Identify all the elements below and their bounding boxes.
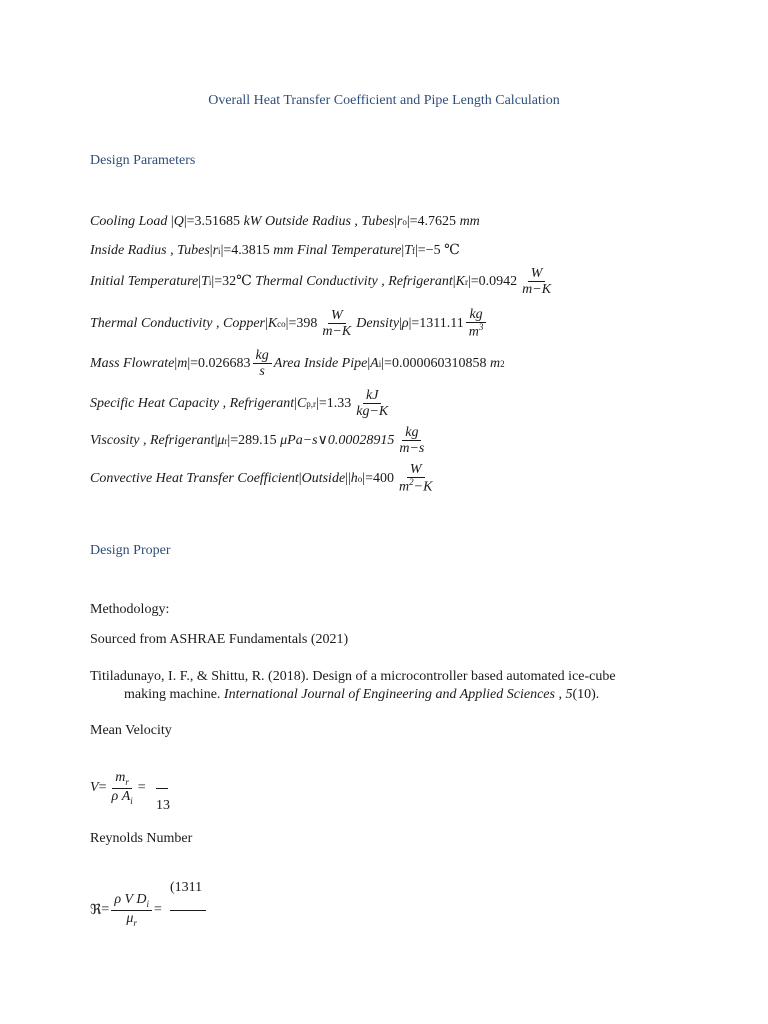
viscosity-value: =289.15 — [230, 432, 277, 448]
param-line-viscosity: Viscosity , Refrigerant | μ r | =289.15 μPa−s∨0.00028915 $\frac{kg}{m-s}$ — [90, 425, 429, 457]
param-line-specific-heat: Specific Heat Capacity , Refrigerant | C p,r | =1.33 $\frac{kJ}{kg-K}$ — [90, 388, 393, 420]
design-parameters-heading: Design Parameters — [90, 153, 196, 168]
mean-velocity-label: Mean Velocity — [90, 723, 172, 738]
kco-unit-fraction: $\frac{W}{m-K}$ — [322, 307, 352, 340]
area-inside-value: =0.000060310858 — [384, 355, 487, 371]
final-temperature-value: =−5 — [417, 242, 441, 258]
reference-line-1: Titiladunayo, I. F., & Shittu, R. (2018). Design of a microcontroller based automated ice-cube — [90, 669, 616, 684]
param-line-inside-final: Inside Radius , Tubes | r i | =4.3815 mm Final Temperature | T f | =−5 ℃ — [90, 242, 460, 258]
density-unit-fraction: $\frac{kg}{m^3}$ — [466, 307, 487, 340]
param-line-initial-kr: Initial Temperature | T i | =32 ℃ Thermal Conductivity , Refrigerant | K r | =0.0942 $\frac{W}{m-K}$ — [90, 266, 556, 298]
kr-unit-fraction: $\frac{W}{m-K}$ — [522, 266, 552, 298]
inside-radius-value: =4.3815 — [223, 242, 270, 258]
area-inside-label: Area Inside Pipe — [273, 355, 368, 371]
source-text: Sourced from ASHRAE Fundamentals (2021) — [90, 632, 349, 647]
cooling-load-label: Cooling Load — [90, 214, 168, 229]
reynolds-rhs-fragment: (1311 — [170, 880, 203, 895]
cooling-load-value: =3.51685 — [186, 214, 241, 229]
param-line-mass-area: Mass Flowrate | m | =0.026683 $\frac{kg}{s}$ Area Inside Pipe | A i | =0.000060310858 m 2 — [90, 348, 505, 380]
kco-value: =398 — [288, 315, 318, 331]
viscosity-label: Viscosity , Refrigerant — [90, 432, 215, 448]
velocity-rhs-bar — [156, 788, 168, 789]
outside-radius-label: Outside Radius , Tubes — [264, 214, 395, 229]
initial-temperature-value: =32 — [214, 273, 237, 289]
document-title: Overall Heat Transfer Coefficient and Pipe Length Calculation — [208, 93, 560, 108]
final-temperature-label: Final Temperature — [297, 242, 402, 258]
mass-flowrate-label: Mass Flowrate — [90, 355, 175, 371]
specific-heat-value: =1.33 — [318, 395, 352, 411]
specific-heat-unit-fraction: $\frac{kJ}{kg-K}$ — [356, 388, 389, 420]
convective-label: Convective Heat Transfer Coefficient — [90, 470, 299, 486]
density-value: =1311.11 — [411, 315, 464, 331]
reynolds-label: Reynolds Number — [90, 831, 193, 846]
specific-heat-label: Specific Heat Capacity , Refrigerant — [90, 395, 295, 411]
initial-temperature-label: Initial Temperature — [90, 273, 199, 289]
velocity-formula: V = $\frac{m_r}{\rho A_i}$ = — [90, 770, 146, 806]
outside-radius-value: =4.7625 — [409, 214, 457, 229]
reynolds-rhs-bar — [170, 910, 206, 911]
density-label: Density — [356, 315, 400, 331]
param-line-kco-density: Thermal Conductivity , Copper | K co | =398 $\frac{W}{m-K}$ Density | ρ | =1311.11 $\frac{kg}{m^3}$ — [90, 307, 488, 340]
viscosity-unit-fraction: $\frac{kg}{m-s}$ — [399, 425, 425, 457]
reynolds-formula: ℜ = $\frac{\rho V D_i}{\mu_r}$ = — [90, 892, 162, 928]
reference-line-2: making machine. International Journal of Engineering and Applied Sciences , 5(10). — [124, 687, 600, 702]
journal-title: International Journal of Engineering and Applied Sciences — [223, 687, 555, 702]
velocity-rhs-fragment: 13 — [156, 798, 170, 813]
mass-flowrate-unit-fraction: $\frac{kg}{s}$ — [253, 348, 272, 380]
inside-radius-label: Inside Radius , Tubes — [90, 242, 210, 258]
kr-value: =0.0942 — [470, 273, 518, 289]
param-line-cooling-outside: Cooling Load | Q | =3.51685 kW Outside Radius , Tubes | r o | =4.7625 mm — [90, 214, 480, 229]
reynolds-fraction: $\frac{\rho V D_i}{\mu_r}$ — [111, 892, 152, 928]
kr-label: Thermal Conductivity , Refrigerant — [255, 273, 453, 289]
design-proper-heading: Design Proper — [90, 543, 171, 558]
methodology-label: Methodology: — [90, 602, 170, 617]
convective-unit-fraction: $\frac{W}{m^2-K}$ — [399, 462, 433, 496]
param-line-convective: Convective Heat Transfer Coefficient | Outside || h o | =400 $\frac{W}{m^2-K}$ — [90, 462, 437, 495]
convective-value: =400 — [365, 470, 394, 486]
mass-flowrate-value: =0.026683 — [190, 355, 251, 371]
kco-label: Thermal Conductivity , Copper — [90, 315, 265, 331]
velocity-fraction: $\frac{m_r}{\rho A_i}$ — [111, 770, 133, 806]
